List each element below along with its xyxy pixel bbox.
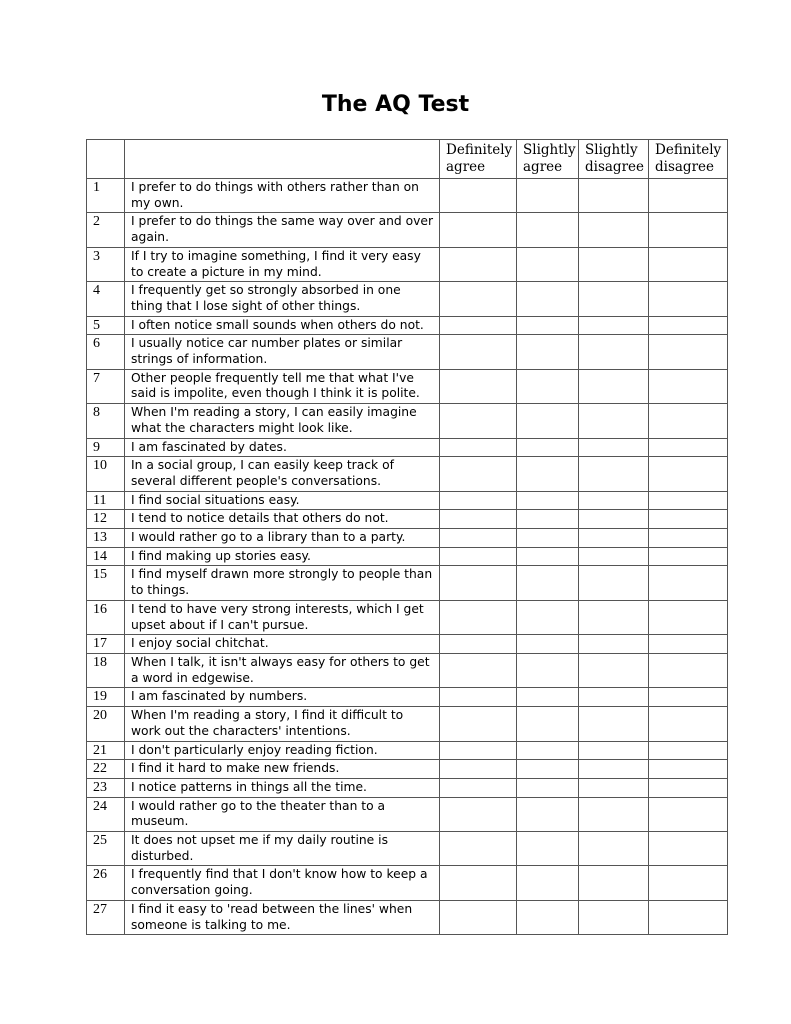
answer-definitely-agree-cell[interactable]: [440, 247, 517, 281]
item-statement: I would rather go to a library than to a party.: [125, 529, 440, 548]
answer-slightly-agree-cell[interactable]: [517, 653, 579, 687]
table-row: [87, 335, 728, 369]
item-statement: I find it easy to 'read between the lines' when someone is talking to me.: [125, 900, 440, 934]
answer-definitely-agree-cell[interactable]: [440, 797, 517, 831]
header-statement-cell: [125, 140, 440, 179]
item-statement: I usually notice car number plates or similar strings of information.: [125, 335, 440, 369]
item-number: 24: [87, 797, 125, 831]
item-number: 18: [87, 653, 125, 687]
answer-definitely-disagree-cell[interactable]: [649, 797, 728, 831]
answer-slightly-agree-cell[interactable]: [517, 491, 579, 510]
item-number: 5: [87, 316, 125, 335]
answer-definitely-disagree-cell[interactable]: [649, 179, 728, 213]
header-definitely-disagree: Definitely disagree: [649, 140, 728, 179]
answer-slightly-agree-cell[interactable]: [517, 832, 579, 866]
item-number: 3: [87, 247, 125, 281]
answer-slightly-agree-cell[interactable]: [517, 688, 579, 707]
item-number: 1: [87, 179, 125, 213]
table-row: [87, 457, 728, 491]
answer-slightly-disagree-cell[interactable]: [579, 707, 649, 741]
table-row: [87, 600, 728, 634]
item-number: 12: [87, 510, 125, 529]
answer-slightly-disagree-cell[interactable]: [579, 653, 649, 687]
answer-definitely-agree-cell[interactable]: [440, 335, 517, 369]
table-row: [87, 741, 728, 760]
item-number: 10: [87, 457, 125, 491]
table-row: [87, 179, 728, 213]
table-row: [87, 369, 728, 403]
header-number-cell: [87, 140, 125, 179]
item-statement: Other people frequently tell me that what I've said is impolite, even though I think it is polite.: [125, 369, 440, 403]
answer-slightly-agree-cell[interactable]: [517, 707, 579, 741]
item-number: 8: [87, 404, 125, 438]
item-number: 17: [87, 635, 125, 654]
table-row: [87, 635, 728, 654]
item-number: 20: [87, 707, 125, 741]
answer-slightly-agree-cell[interactable]: [517, 778, 579, 797]
answer-slightly-agree-cell[interactable]: [517, 900, 579, 934]
item-statement: I find social situations easy.: [125, 491, 440, 510]
answer-definitely-disagree-cell[interactable]: [649, 760, 728, 779]
header-slightly-disagree: Slightly disagree: [579, 140, 649, 179]
answer-slightly-agree-cell[interactable]: [517, 760, 579, 779]
answer-definitely-agree-cell[interactable]: [440, 179, 517, 213]
item-statement: I don't particularly enjoy reading fiction.: [125, 741, 440, 760]
answer-slightly-disagree-cell[interactable]: [579, 900, 649, 934]
item-statement: I notice patterns in things all the time.: [125, 778, 440, 797]
answer-definitely-agree-cell[interactable]: [440, 457, 517, 491]
answer-definitely-agree-cell[interactable]: [440, 635, 517, 654]
header-row: [87, 140, 728, 179]
answer-slightly-disagree-cell[interactable]: [579, 369, 649, 403]
item-number: 7: [87, 369, 125, 403]
answer-definitely-disagree-cell[interactable]: [649, 547, 728, 566]
answer-slightly-disagree-cell[interactable]: [579, 510, 649, 529]
aq-questionnaire-table: [86, 139, 728, 935]
answer-definitely-agree-cell[interactable]: [440, 491, 517, 510]
answer-definitely-disagree-cell[interactable]: [649, 529, 728, 548]
item-statement: I frequently find that I don't know how to keep a conversation going.: [125, 866, 440, 900]
answer-slightly-disagree-cell[interactable]: [579, 404, 649, 438]
item-number: 6: [87, 335, 125, 369]
answer-definitely-agree-cell[interactable]: [440, 600, 517, 634]
answer-definitely-disagree-cell[interactable]: [649, 457, 728, 491]
answer-slightly-disagree-cell[interactable]: [579, 247, 649, 281]
table-row: [87, 529, 728, 548]
answer-definitely-agree-cell[interactable]: [440, 404, 517, 438]
answer-slightly-disagree-cell[interactable]: [579, 438, 649, 457]
answer-definitely-disagree-cell[interactable]: [649, 247, 728, 281]
answer-slightly-agree-cell[interactable]: [517, 457, 579, 491]
answer-definitely-disagree-cell[interactable]: [649, 335, 728, 369]
answer-slightly-disagree-cell[interactable]: [579, 529, 649, 548]
answer-slightly-agree-cell[interactable]: [517, 404, 579, 438]
answer-slightly-disagree-cell[interactable]: [579, 866, 649, 900]
answer-definitely-agree-cell[interactable]: [440, 900, 517, 934]
answer-slightly-disagree-cell[interactable]: [579, 688, 649, 707]
table-row: [87, 760, 728, 779]
item-number: 16: [87, 600, 125, 634]
item-number: 13: [87, 529, 125, 548]
answer-definitely-agree-cell[interactable]: [440, 778, 517, 797]
item-statement: I tend to have very strong interests, which I get upset about if I can't pursue.: [125, 600, 440, 634]
answer-slightly-disagree-cell[interactable]: [579, 491, 649, 510]
answer-slightly-agree-cell[interactable]: [517, 529, 579, 548]
item-number: 4: [87, 282, 125, 316]
answer-slightly-agree-cell[interactable]: [517, 316, 579, 335]
answer-definitely-disagree-cell[interactable]: [649, 369, 728, 403]
answer-slightly-agree-cell[interactable]: [517, 335, 579, 369]
answer-slightly-disagree-cell[interactable]: [579, 457, 649, 491]
answer-definitely-agree-cell[interactable]: [440, 510, 517, 529]
answer-slightly-disagree-cell[interactable]: [579, 600, 649, 634]
answer-slightly-disagree-cell[interactable]: [579, 316, 649, 335]
table-row: [87, 778, 728, 797]
table-row: [87, 653, 728, 687]
item-number: 23: [87, 778, 125, 797]
table-row: [87, 491, 728, 510]
answer-slightly-agree-cell[interactable]: [517, 866, 579, 900]
table-row: [87, 404, 728, 438]
answer-definitely-disagree-cell[interactable]: [649, 653, 728, 687]
item-statement: I prefer to do things with others rather than on my own.: [125, 179, 440, 213]
item-statement: I frequently get so strongly absorbed in one thing that I lose sight of other things.: [125, 282, 440, 316]
answer-definitely-disagree-cell[interactable]: [649, 282, 728, 316]
answer-slightly-agree-cell[interactable]: [517, 179, 579, 213]
answer-slightly-agree-cell[interactable]: [517, 566, 579, 600]
item-number: 19: [87, 688, 125, 707]
item-statement: When I talk, it isn't always easy for others to get a word in edgewise.: [125, 653, 440, 687]
item-statement: It does not upset me if my daily routine is disturbed.: [125, 832, 440, 866]
answer-definitely-disagree-cell[interactable]: [649, 778, 728, 797]
item-statement: I would rather go to the theater than to a museum.: [125, 797, 440, 831]
answer-definitely-agree-cell[interactable]: [440, 566, 517, 600]
item-statement: When I'm reading a story, I find it difficult to work out the characters' intentions.: [125, 707, 440, 741]
item-statement: I find it hard to make new friends.: [125, 760, 440, 779]
table-row: [87, 316, 728, 335]
item-statement: I am fascinated by numbers.: [125, 688, 440, 707]
table-row: [87, 832, 728, 866]
answer-definitely-disagree-cell[interactable]: [649, 491, 728, 510]
item-number: 22: [87, 760, 125, 779]
answer-slightly-disagree-cell[interactable]: [579, 778, 649, 797]
table-row: [87, 213, 728, 247]
answer-slightly-agree-cell[interactable]: [517, 369, 579, 403]
table-row: [87, 900, 728, 934]
table-row: [87, 566, 728, 600]
page-title: The AQ Test: [321, 92, 470, 117]
answer-definitely-agree-cell[interactable]: [440, 438, 517, 457]
answer-definitely-disagree-cell[interactable]: [649, 741, 728, 760]
header-slightly-agree: Slightly agree: [517, 140, 579, 179]
answer-slightly-agree-cell[interactable]: [517, 510, 579, 529]
item-number: 15: [87, 566, 125, 600]
answer-slightly-disagree-cell[interactable]: [579, 741, 649, 760]
answer-definitely-agree-cell[interactable]: [440, 529, 517, 548]
answer-slightly-disagree-cell[interactable]: [579, 832, 649, 866]
answer-slightly-disagree-cell[interactable]: [579, 213, 649, 247]
table-row: [87, 797, 728, 831]
item-statement: I am fascinated by dates.: [125, 438, 440, 457]
table-row: [87, 707, 728, 741]
answer-definitely-disagree-cell[interactable]: [649, 213, 728, 247]
answer-definitely-disagree-cell[interactable]: [649, 707, 728, 741]
answer-slightly-disagree-cell[interactable]: [579, 635, 649, 654]
answer-definitely-agree-cell[interactable]: [440, 316, 517, 335]
answer-slightly-disagree-cell[interactable]: [579, 179, 649, 213]
item-statement: I find myself drawn more strongly to people than to things.: [125, 566, 440, 600]
table-row: [87, 547, 728, 566]
answer-definitely-disagree-cell[interactable]: [649, 900, 728, 934]
item-number: 9: [87, 438, 125, 457]
item-statement: I prefer to do things the same way over and over again.: [125, 213, 440, 247]
answer-slightly-agree-cell[interactable]: [517, 247, 579, 281]
answer-slightly-agree-cell[interactable]: [517, 438, 579, 457]
answer-slightly-agree-cell[interactable]: [517, 741, 579, 760]
table-row: [87, 282, 728, 316]
table-row: [87, 866, 728, 900]
answer-definitely-agree-cell[interactable]: [440, 741, 517, 760]
answer-definitely-agree-cell[interactable]: [440, 653, 517, 687]
answer-slightly-agree-cell[interactable]: [517, 547, 579, 566]
answer-definitely-disagree-cell[interactable]: [649, 566, 728, 600]
answer-definitely-disagree-cell[interactable]: [649, 866, 728, 900]
item-statement: I enjoy social chitchat.: [125, 635, 440, 654]
answer-definitely-agree-cell[interactable]: [440, 688, 517, 707]
answer-definitely-disagree-cell[interactable]: [649, 316, 728, 335]
answer-definitely-disagree-cell[interactable]: [649, 404, 728, 438]
item-statement: When I'm reading a story, I can easily imagine what the characters might look like.: [125, 404, 440, 438]
header-definitely-agree: Definitely agree: [440, 140, 517, 179]
answer-slightly-agree-cell[interactable]: [517, 797, 579, 831]
answer-slightly-disagree-cell[interactable]: [579, 566, 649, 600]
answer-definitely-disagree-cell[interactable]: [649, 635, 728, 654]
answer-slightly-disagree-cell[interactable]: [579, 282, 649, 316]
answer-definitely-disagree-cell[interactable]: [649, 688, 728, 707]
item-number: 27: [87, 900, 125, 934]
answer-definitely-agree-cell[interactable]: [440, 282, 517, 316]
answer-slightly-agree-cell[interactable]: [517, 213, 579, 247]
answer-slightly-agree-cell[interactable]: [517, 282, 579, 316]
answer-definitely-agree-cell[interactable]: [440, 369, 517, 403]
answer-definitely-disagree-cell[interactable]: [649, 510, 728, 529]
item-number: 14: [87, 547, 125, 566]
answer-slightly-disagree-cell[interactable]: [579, 547, 649, 566]
answer-definitely-agree-cell[interactable]: [440, 832, 517, 866]
answer-definitely-disagree-cell[interactable]: [649, 438, 728, 457]
answer-slightly-agree-cell[interactable]: [517, 635, 579, 654]
item-number: 21: [87, 741, 125, 760]
answer-definitely-agree-cell[interactable]: [440, 213, 517, 247]
item-statement: If I try to imagine something, I find it very easy to create a picture in my mind.: [125, 247, 440, 281]
answer-slightly-disagree-cell[interactable]: [579, 760, 649, 779]
item-number: 2: [87, 213, 125, 247]
answer-slightly-disagree-cell[interactable]: [579, 335, 649, 369]
answer-definitely-agree-cell[interactable]: [440, 707, 517, 741]
answer-slightly-agree-cell[interactable]: [517, 600, 579, 634]
item-number: 25: [87, 832, 125, 866]
item-statement: I tend to notice details that others do not.: [125, 510, 440, 529]
table-row: [87, 438, 728, 457]
answer-definitely-agree-cell[interactable]: [440, 547, 517, 566]
answer-slightly-disagree-cell[interactable]: [579, 797, 649, 831]
table-row: [87, 510, 728, 529]
answer-definitely-agree-cell[interactable]: [440, 760, 517, 779]
item-statement: I find making up stories easy.: [125, 547, 440, 566]
item-number: 11: [87, 491, 125, 510]
item-statement: In a social group, I can easily keep track of several different people's conversations.: [125, 457, 440, 491]
table-row: [87, 688, 728, 707]
answer-definitely-disagree-cell[interactable]: [649, 832, 728, 866]
answer-definitely-agree-cell[interactable]: [440, 866, 517, 900]
item-statement: I often notice small sounds when others do not.: [125, 316, 440, 335]
item-number: 26: [87, 866, 125, 900]
table-row: [87, 247, 728, 281]
answer-definitely-disagree-cell[interactable]: [649, 600, 728, 634]
